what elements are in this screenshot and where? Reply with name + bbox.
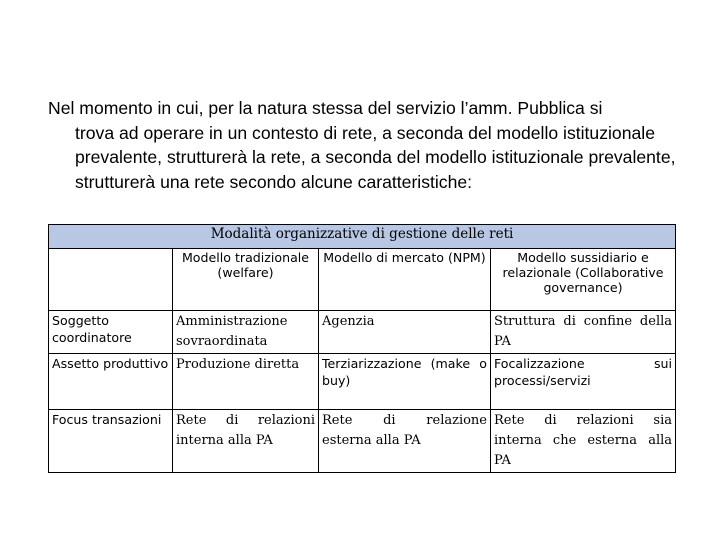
intro-paragraph: [48, 96, 698, 194]
intro-first-line: Nel momento in cui, per la natura stessa del servizio l’amm. Pubblica si: [48, 98, 603, 118]
cell-soggetto-subsidiary: Struttura di confine della PA: [491, 311, 676, 354]
column-header-traditional: Modello tradizionale (welfare): [173, 249, 319, 311]
column-header-market: Modello di mercato (NPM): [319, 249, 491, 311]
intro-continuation: trova ad operare in un contesto di rete, a seconda del modello istituzionale prevalente, strutturerà la rete, a seconda del modello istituzionale prevalente, strutturerà una rete secondo alcune caratteristiche:: [75, 122, 676, 192]
row-label-assetto: Assetto produttivo: [49, 354, 173, 410]
table-row: [49, 311, 676, 354]
cell-soggetto-market: Agenzia: [319, 311, 491, 354]
table-row: [49, 354, 676, 410]
table-row: [49, 410, 676, 473]
table-title: Modalità organizzative di gestione delle reti: [49, 225, 676, 249]
column-header-empty: [49, 249, 173, 311]
cell-assetto-traditional: Produzione diretta: [173, 354, 319, 410]
cell-soggetto-traditional: Amministrazione sovraordinata: [173, 311, 319, 354]
row-label-soggetto: Soggetto coordinatore: [49, 311, 173, 354]
cell-focus-subsidiary: Rete di relazioni sia interna che esterna alla PA: [491, 410, 676, 473]
network-models-table: [48, 224, 676, 473]
row-label-focus: Focus transazioni: [49, 410, 173, 473]
cell-focus-market: Rete di relazione esterna alla PA: [319, 410, 491, 473]
cell-focus-traditional: Rete di relazioni interna alla PA: [173, 410, 319, 473]
cell-assetto-market: Terziarizzazione (make o buy): [319, 354, 491, 410]
cell-assetto-subsidiary: Focalizzazione sui processi/servizi: [491, 354, 676, 410]
column-header-subsidiary: Modello sussidiario e relazionale (Collaborative governance): [491, 249, 676, 311]
